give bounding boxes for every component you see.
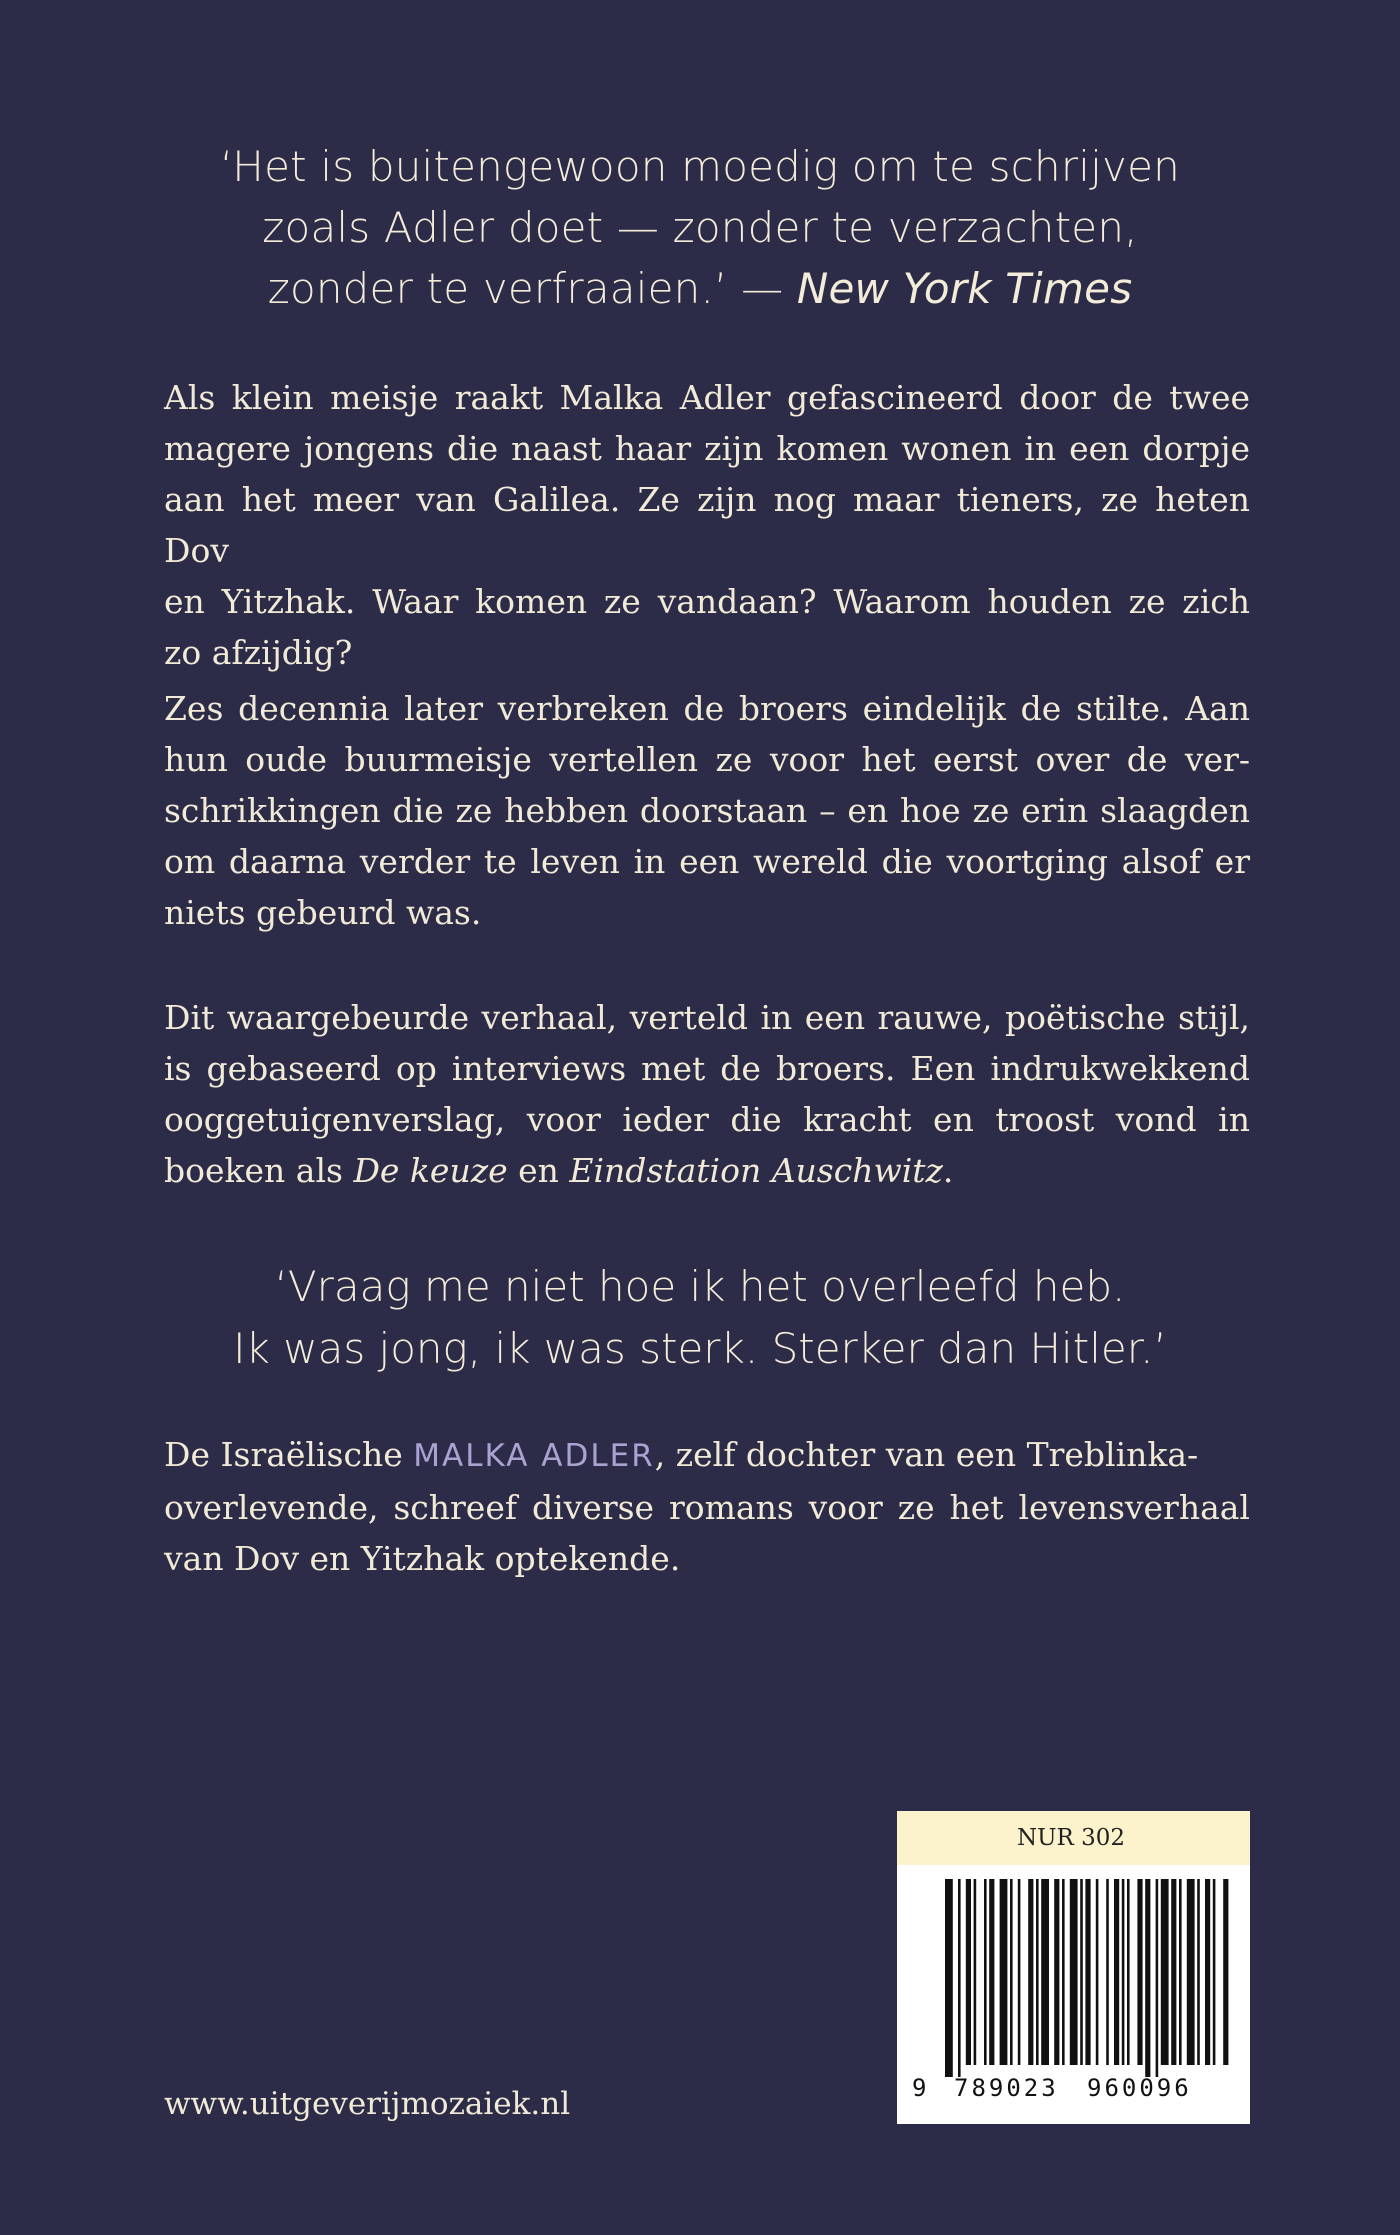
barcode-graphic bbox=[897, 1811, 1250, 2124]
blurb-line: Zes decennia later verbreken de broers eindelijk de stilte. Aan bbox=[164, 689, 1250, 728]
barcode-bar bbox=[1156, 1879, 1159, 2077]
barcode-bar bbox=[958, 1879, 961, 2077]
barcode-bar bbox=[1106, 1879, 1109, 2065]
review-quote-line-1: ‘Het is buitengewoon moedig om te schrijven bbox=[220, 142, 1180, 191]
barcode-panel bbox=[897, 1811, 1250, 2124]
review-quote bbox=[0, 136, 1400, 319]
barcode-bar bbox=[1127, 1879, 1130, 2065]
blurb-line: om daarna verder te leven in een wereld die voortging alsof er bbox=[164, 842, 1250, 881]
blurb-paragraph-1 bbox=[164, 372, 1250, 678]
barcode-bar bbox=[1018, 1879, 1021, 2065]
blurb-paragraph-2 bbox=[164, 683, 1250, 938]
publisher-website: www.uitgeverijmozaiek.nl bbox=[164, 2086, 571, 2122]
review-quote-line-3 bbox=[0, 258, 1400, 319]
barcode-bar bbox=[1096, 1879, 1099, 2065]
blurb-text: . bbox=[942, 1151, 954, 1190]
barcode-bar bbox=[1114, 1879, 1119, 2065]
blurb-line: Als klein meisje raakt Malka Adler gefascineerd door de twee bbox=[164, 378, 1250, 417]
blurb-line: zo afzijdig? bbox=[164, 633, 353, 672]
survivor-quote bbox=[0, 1256, 1400, 1380]
barcode-bar bbox=[1223, 1879, 1228, 2065]
blurb-line: ooggetuigenverslag, voor ieder die kracht en troost vond in bbox=[164, 1100, 1250, 1139]
barcode-bar bbox=[1041, 1879, 1049, 2065]
book-title-de-keuze: De keuze bbox=[353, 1151, 508, 1190]
barcode-bar bbox=[1010, 1879, 1013, 2065]
book-title-eindstation: Eindstation Auschwitz bbox=[569, 1151, 943, 1190]
barcode-bar bbox=[945, 1879, 953, 2077]
review-quote-line-2: zoals Adler doet — zonder te verzachten, bbox=[262, 203, 1138, 252]
barcode-bar bbox=[1161, 1879, 1169, 2065]
review-source: New York Times bbox=[796, 264, 1133, 313]
barcode-bar bbox=[1080, 1879, 1083, 2065]
author-bio bbox=[164, 1429, 1250, 1584]
blurb-text: boeken als bbox=[164, 1151, 354, 1190]
blurb-line: Dit waargebeurde verhaal, verteld in een rauwe, poëtische stijl, bbox=[164, 998, 1250, 1037]
barcode-bar bbox=[1213, 1879, 1216, 2065]
barcode-digits-left: 789023 bbox=[954, 2074, 1059, 2102]
barcode-bar bbox=[984, 1879, 987, 2065]
blurb-line: magere jongens die naast haar zijn komen wonen in een dorpje bbox=[164, 429, 1250, 468]
nur-code: NUR 302 bbox=[1017, 1825, 1126, 1851]
barcode-bar bbox=[1171, 1879, 1176, 2065]
blurb-line: en Yitzhak. Waar komen ze vandaan? Waarom houden ze zich bbox=[164, 582, 1250, 621]
barcode-bar bbox=[1187, 1879, 1195, 2065]
barcode-bar bbox=[1028, 1879, 1033, 2065]
barcode-bar bbox=[1070, 1879, 1078, 2065]
barcode-digit-first: 9 bbox=[912, 2074, 927, 2102]
blurb-line: schrikkingen die ze hebben doorstaan – en hoe ze erin slaagden bbox=[164, 791, 1250, 830]
barcode-bar bbox=[989, 1879, 994, 2065]
barcode-bar bbox=[1036, 1879, 1039, 2065]
blurb-paragraph-3 bbox=[164, 992, 1250, 1196]
barcode-bar bbox=[1137, 1879, 1142, 2065]
bio-text: , zelf dochter van een Treblinka- bbox=[654, 1435, 1199, 1474]
author-name: MALKA ADLER bbox=[413, 1438, 655, 1474]
barcode-bar bbox=[1085, 1879, 1090, 2065]
author-bio-line-1 bbox=[164, 1429, 1250, 1482]
barcode-bar bbox=[974, 1879, 977, 2065]
barcode-bar bbox=[1062, 1879, 1065, 2065]
author-bio-line-3: van Dov en Yitzhak optekende. bbox=[164, 1539, 681, 1578]
barcode-digits-right: 960096 bbox=[1087, 2074, 1192, 2102]
blurb-line: niets gebeurd was. bbox=[164, 893, 482, 932]
barcode-bar bbox=[1145, 1879, 1150, 2077]
review-quote-text: zonder te verfraaien.’ — bbox=[267, 264, 797, 313]
blurb-line: hun oude buurmeisje vertellen ze voor het eerst over de ver- bbox=[164, 740, 1250, 779]
blurb-line: aan het meer van Galilea. Ze zijn nog maar tieners, ze heten Dov bbox=[164, 480, 1250, 570]
barcode-bar bbox=[1197, 1879, 1200, 2065]
bio-text: De Israëlische bbox=[164, 1435, 414, 1474]
author-bio-line-2: overlevende, schreef diverse romans voor ze het levensverhaal bbox=[164, 1488, 1250, 1527]
barcode-bar bbox=[1054, 1879, 1059, 2065]
barcode-bar bbox=[966, 1879, 971, 2065]
barcode-bars bbox=[945, 1879, 1228, 2077]
survivor-quote-line-1: ‘Vraag me niet hoe ik het overleefd heb. bbox=[274, 1262, 1126, 1311]
blurb-line: is gebaseerd op interviews met de broers. Een indrukwekkend bbox=[164, 1049, 1250, 1088]
blurb-text: en bbox=[507, 1151, 570, 1190]
barcode-bar bbox=[1122, 1879, 1125, 2065]
survivor-quote-line-2: Ik was jong, ik was sterk. Sterker dan Hitler.’ bbox=[233, 1324, 1167, 1373]
blurb-line bbox=[164, 1145, 1250, 1196]
barcode-bar bbox=[1179, 1879, 1182, 2065]
barcode-bar bbox=[1000, 1879, 1008, 2065]
barcode-bar bbox=[1205, 1879, 1210, 2065]
